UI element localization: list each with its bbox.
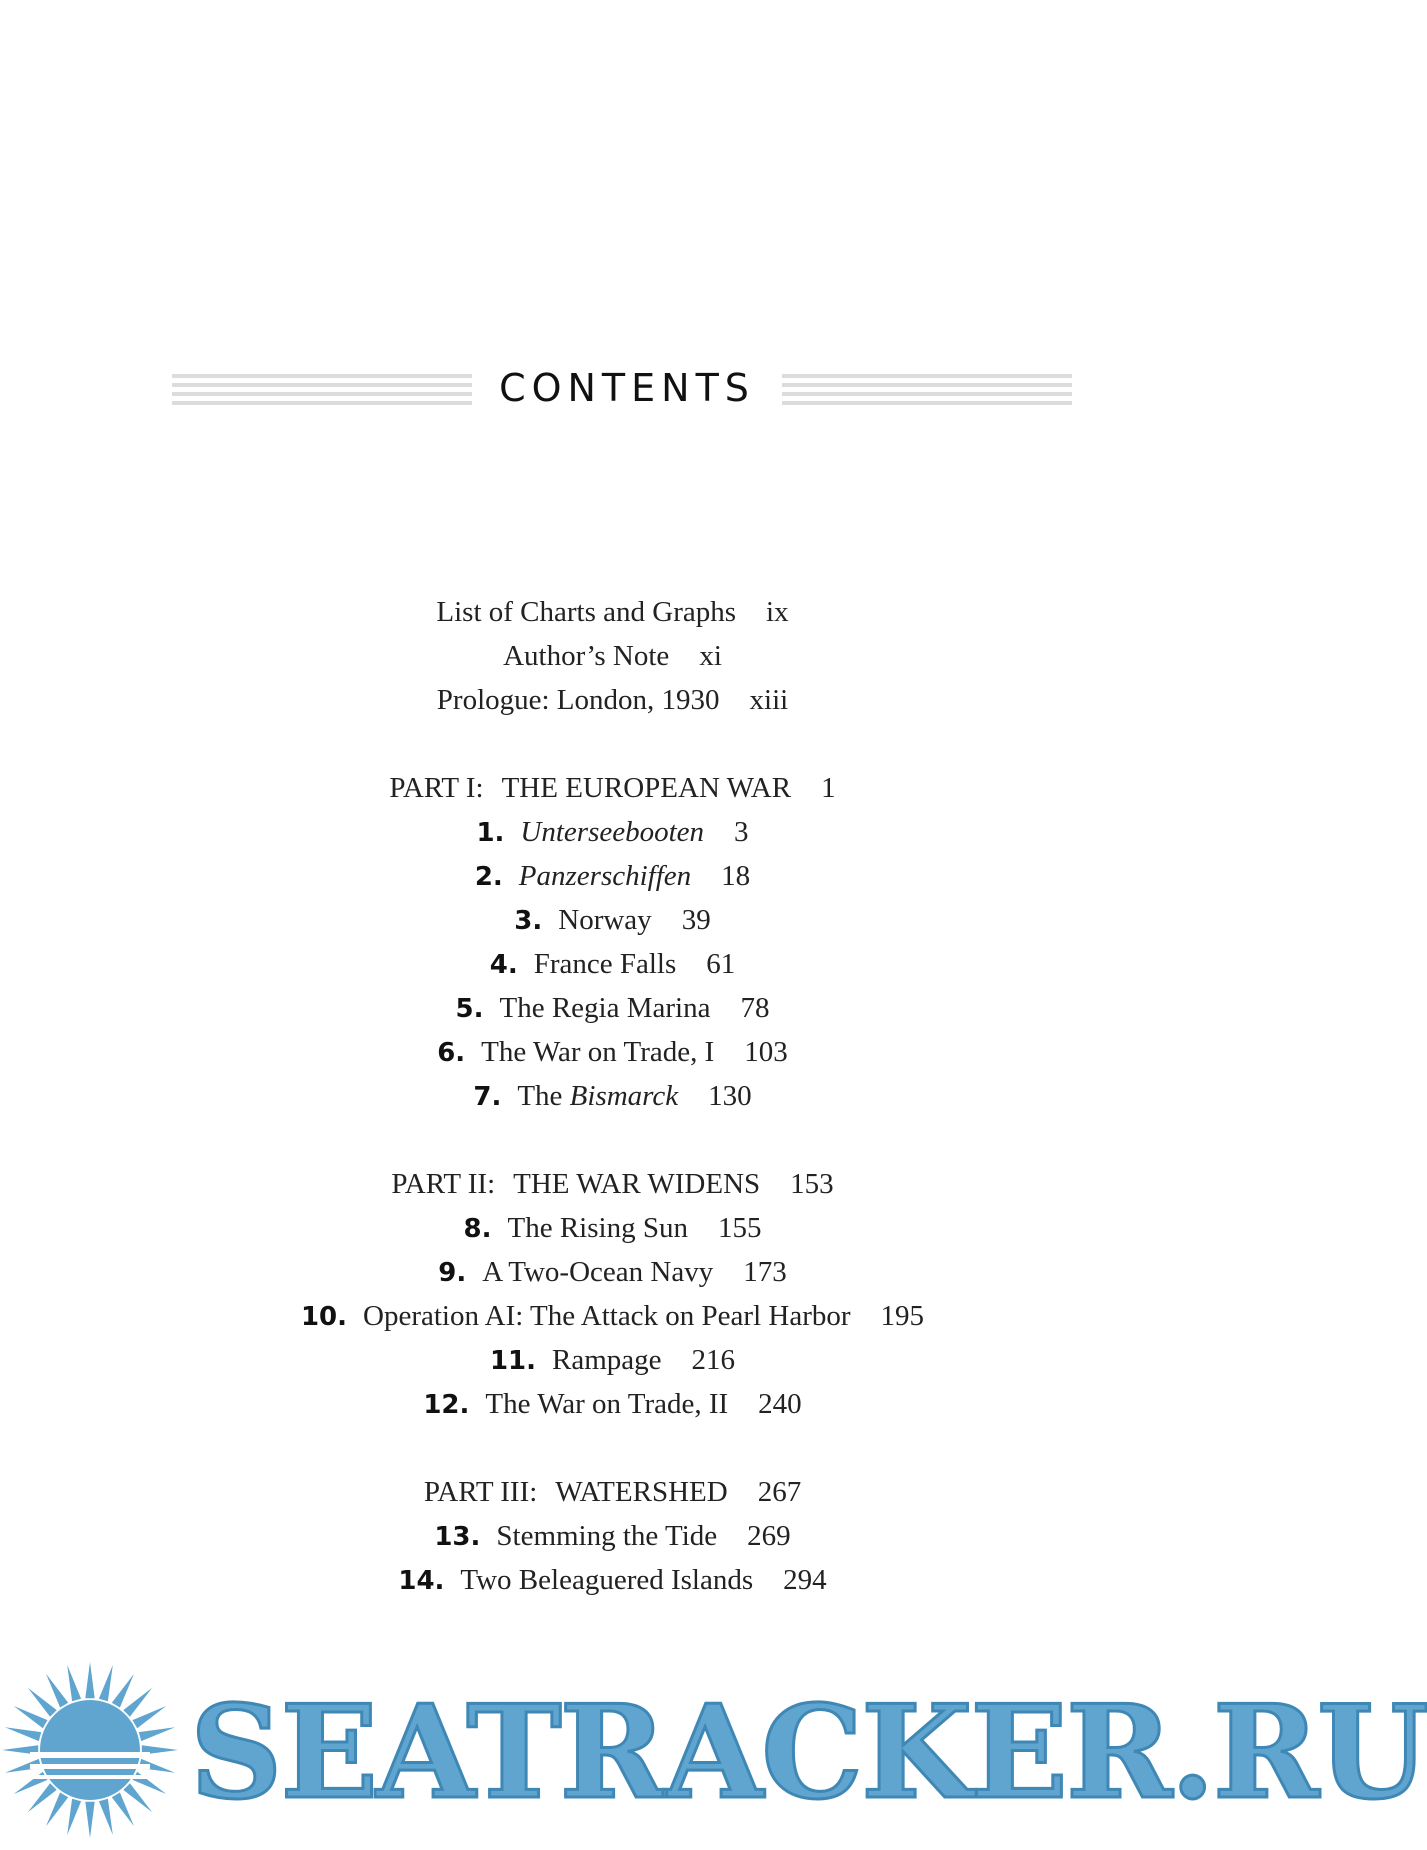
chapter-page-number: 173 — [743, 1256, 787, 1288]
chapter-entry — [0, 898, 1225, 942]
sun-ray — [99, 1799, 113, 1835]
chapter-number: 14. — [398, 1566, 445, 1596]
chapter-title: The War on Trade, II — [485, 1388, 729, 1420]
sun-ray — [85, 1662, 94, 1698]
sun-ray — [112, 1674, 134, 1708]
chapter-entry — [0, 810, 1225, 854]
section-spacer — [0, 722, 1225, 766]
part-title: THE EUROPEAN WAR — [501, 772, 792, 804]
part-label: PART II: — [391, 1168, 496, 1200]
toc-entry — [0, 634, 1225, 678]
chapter-number: 6. — [437, 1038, 466, 1068]
watermark-text: SEATRACKER.RU — [190, 1678, 1427, 1828]
sun-ray — [85, 1802, 94, 1838]
sun-ray — [46, 1674, 68, 1708]
watermark — [0, 1660, 1427, 1850]
part-heading — [0, 1162, 1225, 1206]
entry-page-number: xi — [699, 640, 722, 672]
chapter-page-number: 39 — [681, 904, 711, 936]
chapter-title: The Rising Sun — [507, 1212, 688, 1244]
section-spacer — [0, 1426, 1225, 1470]
entry-title: Author’s Note — [503, 640, 670, 672]
chapter-number: 8. — [463, 1214, 492, 1244]
chapter-number: 9. — [438, 1258, 467, 1288]
chapter-title-italic: Unterseebooten — [520, 816, 705, 848]
chapter-entry — [0, 1338, 1225, 1382]
chapter-number: 5. — [455, 994, 484, 1024]
sun-ray — [28, 1783, 57, 1812]
chapter-entry — [0, 1030, 1225, 1074]
entry-page-number: xiii — [749, 684, 789, 716]
chapter-number: 4. — [489, 950, 518, 980]
left-rule-decoration — [172, 374, 472, 408]
chapter-number: 2. — [474, 862, 503, 892]
toc-entry — [0, 590, 1225, 634]
part-heading — [0, 766, 1225, 810]
chapter-number: 12. — [423, 1390, 470, 1420]
chapter-title: The War on Trade, I — [481, 1036, 715, 1068]
chapter-page-number: 294 — [783, 1564, 827, 1596]
chapter-title: A Two-Ocean Navy — [482, 1256, 714, 1288]
sun-ray — [123, 1688, 152, 1717]
right-rule-decoration — [782, 374, 1072, 408]
chapter-page-number: 3 — [734, 816, 749, 848]
part-page-number: 153 — [790, 1168, 834, 1200]
chapter-title-italic: Panzerschiffen — [518, 860, 692, 892]
chapter-title: The Regia Marina — [499, 992, 711, 1024]
sun-ray — [99, 1665, 113, 1701]
chapter-entry — [0, 1382, 1225, 1426]
part-page-number: 267 — [757, 1476, 802, 1508]
part-label: PART I: — [389, 772, 484, 804]
chapter-number: 10. — [300, 1302, 348, 1332]
chapter-page-number: 155 — [717, 1212, 762, 1244]
chapter-title: Norway — [558, 904, 652, 936]
sun-ray — [133, 1706, 167, 1728]
chapter-page-number: 240 — [758, 1388, 802, 1420]
part-page-number: 1 — [821, 772, 836, 804]
sun-ray — [123, 1783, 152, 1812]
chapter-title: The — [517, 1080, 570, 1112]
chapter-entry — [0, 942, 1225, 986]
contents-header — [0, 360, 1225, 420]
sun-ray — [5, 1727, 41, 1741]
part-heading — [0, 1470, 1225, 1514]
chapter-page-number: 18 — [721, 860, 751, 892]
chapter-entry — [0, 1250, 1225, 1294]
chapter-entry — [0, 1294, 1225, 1338]
chapter-number: 13. — [434, 1522, 481, 1552]
chapter-title: Rampage — [552, 1344, 662, 1376]
chapter-title-italic: Bismarck — [569, 1080, 679, 1112]
chapter-page-number: 78 — [740, 992, 770, 1024]
chapter-entry — [0, 1514, 1225, 1558]
chapter-title: Two Beleaguered Islands — [460, 1564, 754, 1596]
part-title: WATERSHED — [555, 1476, 728, 1508]
sun-ray — [46, 1793, 68, 1827]
chapter-page-number: 130 — [708, 1080, 752, 1112]
chapter-title: Stemming the Tide — [496, 1520, 718, 1552]
chapter-number: 3. — [514, 906, 543, 936]
section-spacer — [0, 1118, 1225, 1162]
chapter-title: France Falls — [533, 948, 677, 980]
sun-icon — [0, 1660, 180, 1840]
sun-ray — [14, 1706, 48, 1728]
sun-ray — [67, 1799, 81, 1835]
chapter-page-number: 269 — [747, 1520, 791, 1552]
page-title: CONTENTS — [499, 366, 755, 410]
entry-title: List of Charts and Graphs — [436, 596, 737, 628]
part-title: THE WAR WIDENS — [513, 1168, 761, 1200]
table-of-contents — [0, 590, 1225, 1602]
entry-page-number: ix — [766, 596, 789, 628]
chapter-page-number: 103 — [744, 1036, 788, 1068]
chapter-page-number: 195 — [880, 1300, 925, 1332]
chapter-title: Operation AI: The Attack on Pearl Harbor — [363, 1300, 851, 1332]
part-label: PART III: — [423, 1476, 538, 1508]
sun-ray — [67, 1665, 81, 1701]
entry-title: Prologue: London, 1930 — [436, 684, 720, 716]
chapter-entry — [0, 986, 1225, 1030]
chapter-page-number: 216 — [691, 1344, 736, 1376]
chapter-entry — [0, 1074, 1225, 1118]
sun-ray — [28, 1688, 57, 1717]
sun-ray — [112, 1793, 134, 1827]
toc-entry — [0, 678, 1225, 722]
chapter-entry — [0, 1206, 1225, 1250]
chapter-entry — [0, 1558, 1225, 1602]
chapter-number: 11. — [489, 1346, 537, 1376]
sun-ray — [139, 1727, 175, 1741]
chapter-number: 7. — [473, 1082, 502, 1112]
chapter-entry — [0, 854, 1225, 898]
chapter-number: 1. — [476, 818, 505, 848]
chapter-page-number: 61 — [706, 948, 736, 980]
